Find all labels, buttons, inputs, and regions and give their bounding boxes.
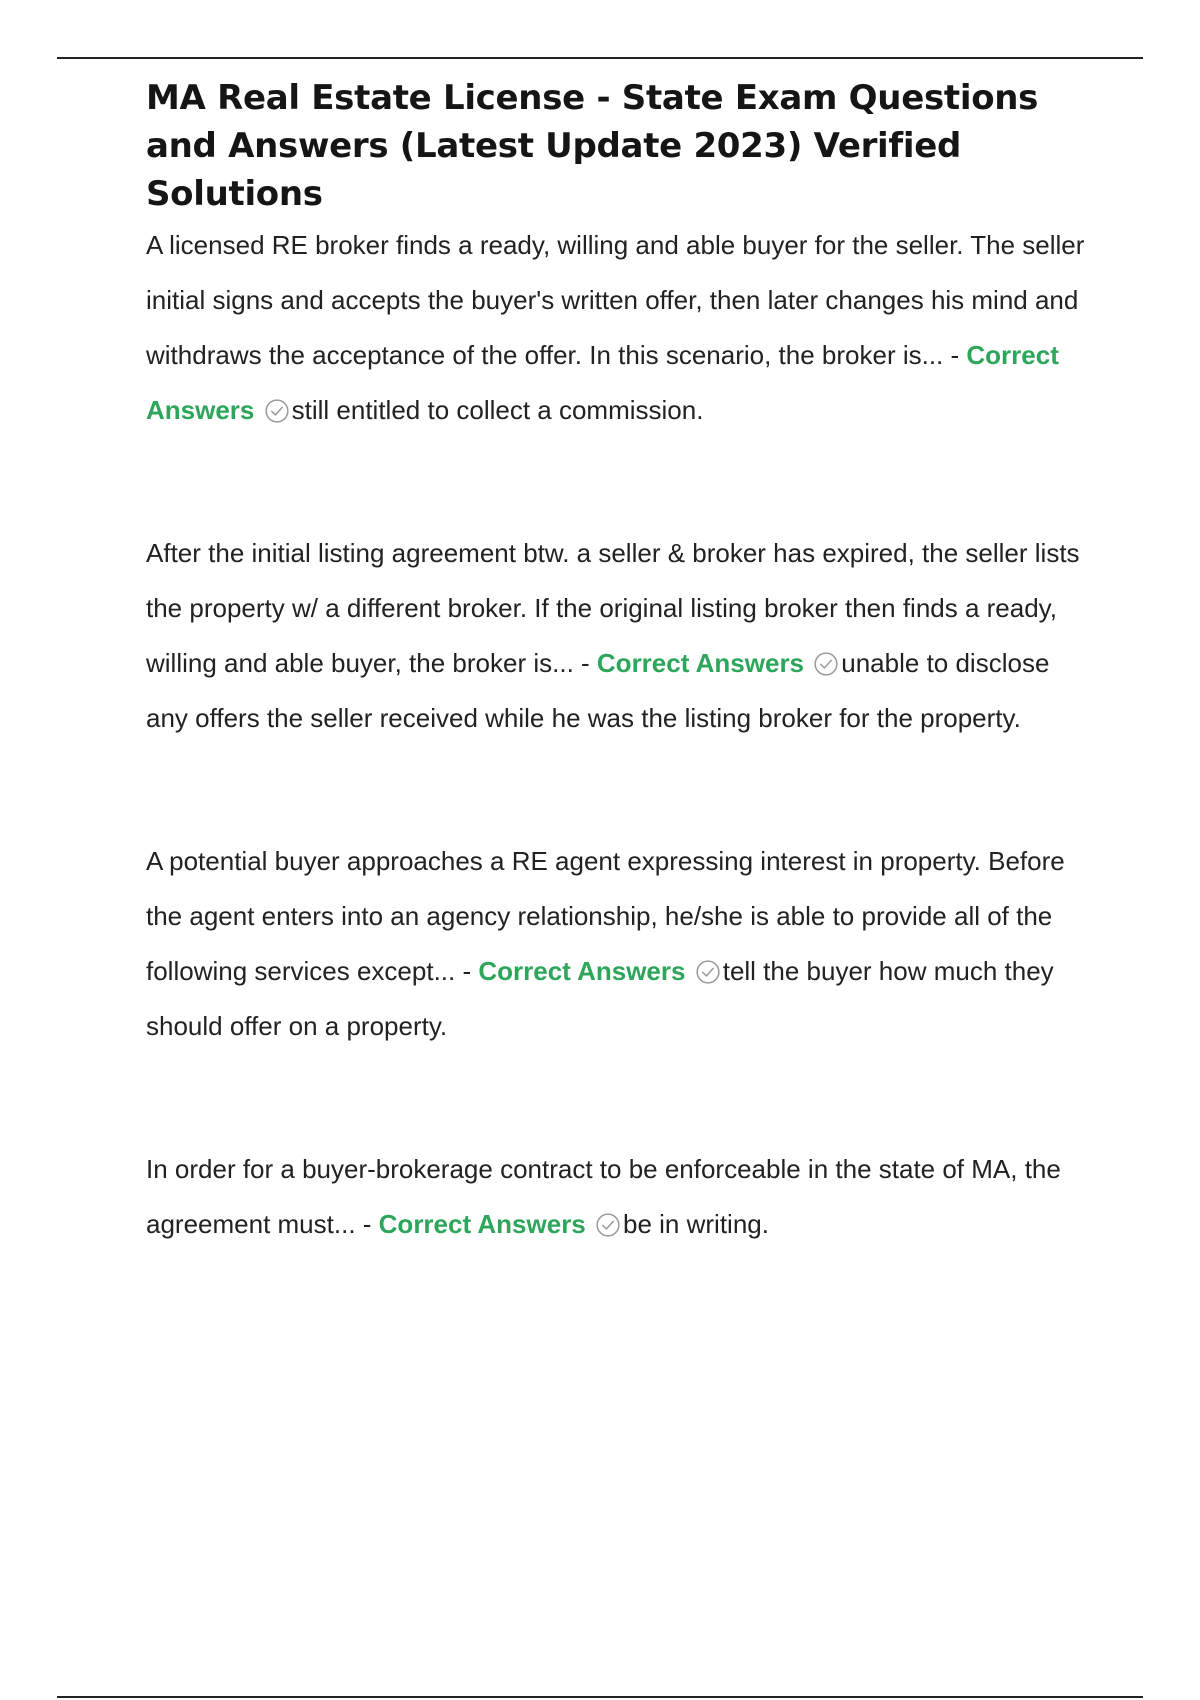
- correct-answers-label: Correct Answers: [596, 648, 805, 678]
- separator: -: [943, 340, 967, 370]
- qa-item-1: [146, 218, 1096, 438]
- correct-answers-label: Correct Answers: [146, 340, 1059, 425]
- document-page: [146, 74, 1096, 1252]
- qa-item-2: [146, 526, 1096, 746]
- check-circle-icon: [595, 1212, 621, 1238]
- question-text: After the initial listing agreement btw. a seller & broker has expired, the seller lists the property w/ a different broker. If the original listing broker then finds a ready, willing and able buyer, the broker is...: [146, 538, 1080, 678]
- check-circle-icon: [695, 959, 721, 985]
- question-text: A licensed RE broker finds a ready, willing and able buyer for the seller. The seller initial signs and accepts the buyer's written offer, then later changes his mind and withdraws the acceptance of the offer. In this scenario, the broker is...: [146, 230, 1085, 370]
- correct-answers-label: Correct Answers: [378, 1209, 586, 1239]
- top-rule: [57, 57, 1143, 59]
- qa-item-3: [146, 834, 1096, 1054]
- separator: -: [573, 648, 597, 678]
- check-circle-icon: [813, 651, 839, 677]
- answer-text: tell the buyer how much they should offer on a property.: [146, 956, 1054, 1041]
- correct-answers-label: Correct Answers: [478, 956, 686, 986]
- question-text: A potential buyer approaches a RE agent expressing interest in property. Before the agent enters into an agency relationship, he/she is able to provide all of the following services except...: [146, 846, 1065, 986]
- separator: -: [355, 1209, 379, 1239]
- document-title: MA Real Estate License - State Exam Questions and Answers (Latest Update 2023) Verified Solutions: [146, 78, 1039, 214]
- answer-text: still entitled to collect a commission.: [291, 395, 704, 425]
- separator: -: [455, 956, 479, 986]
- question-text: In order for a buyer-brokerage contract to be enforceable in the state of MA, the agreement must...: [146, 1154, 1061, 1239]
- check-circle-icon: [264, 398, 290, 424]
- bottom-rule: [57, 1696, 1143, 1698]
- qa-item-4: [146, 1142, 1096, 1252]
- answer-text: unable to disclose any offers the seller received while he was the listing broker for the property.: [146, 648, 1050, 733]
- answer-text: be in writing.: [623, 1209, 769, 1239]
